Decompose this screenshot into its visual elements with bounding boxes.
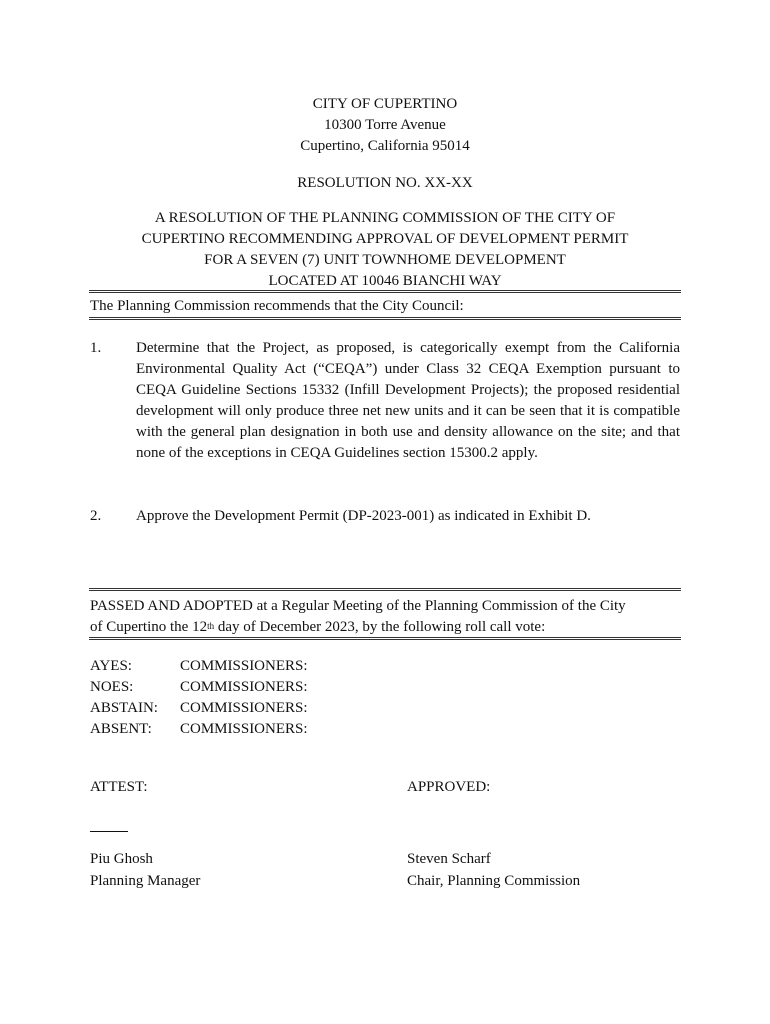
ordinal-suffix: th bbox=[207, 621, 215, 631]
section-divider-bottom bbox=[89, 317, 681, 320]
vote-label: ABSENT: bbox=[90, 721, 152, 737]
attest-role: Planning Manager bbox=[90, 873, 201, 889]
section-divider-top bbox=[89, 588, 681, 591]
signature-line bbox=[90, 831, 128, 832]
recommends-statement: The Planning Commission recommends that the City Council: bbox=[90, 298, 464, 314]
passed-line-2 bbox=[90, 617, 682, 638]
vote-row bbox=[90, 677, 308, 698]
item-number: 2. bbox=[90, 508, 102, 524]
item-text: Approve the Development Permit (DP-2023-001) as indicated in Exhibit D. bbox=[136, 508, 591, 524]
item-text: Determine that the Project, as proposed, is categorically exempt from the California Environmental Quality Act (“CEQA”) under Class 32 CEQA Exemption pursuant to CEQA Guideline Sections 15332 (Infill Development Projects); the proposed residential development will only produce three net new units and it can be seen that it is compatible with the general plan designation in both use and density allowance on the site; and that none of the exceptions in CEQA Guidelines section 15300.2 apply. bbox=[136, 340, 680, 461]
approved-label: APPROVED: bbox=[407, 779, 491, 795]
approved-role: Chair, Planning Commission bbox=[407, 873, 581, 889]
resolution-number: RESOLUTION NO. XX-XX bbox=[297, 175, 473, 191]
title-line: A RESOLUTION OF THE PLANNING COMMISSION OF THE CITY OF bbox=[154, 210, 616, 226]
title-line: CUPERTINO RECOMMENDING APPROVAL OF DEVELOPMENT PERMIT bbox=[141, 231, 629, 247]
passed-adopted-statement bbox=[90, 596, 682, 638]
vote-row bbox=[90, 698, 308, 719]
passed-line-2-b: day of December 2023, by the following roll call vote: bbox=[214, 619, 546, 635]
section-divider-bottom bbox=[89, 637, 681, 640]
vote-value: COMMISSIONERS: bbox=[180, 721, 308, 737]
section-divider-top bbox=[89, 290, 681, 293]
city-name: CITY OF CUPERTINO bbox=[312, 96, 458, 112]
vote-row bbox=[90, 656, 308, 677]
vote-value: COMMISSIONERS: bbox=[180, 658, 308, 674]
item-number: 1. bbox=[90, 340, 102, 356]
approved-name: Steven Scharf bbox=[407, 851, 491, 867]
vote-value: COMMISSIONERS: bbox=[180, 679, 308, 695]
vote-row bbox=[90, 719, 308, 740]
attest-name: Piu Ghosh bbox=[90, 851, 153, 867]
document-header bbox=[0, 94, 770, 157]
passed-line-2-a: of Cupertino the 12 bbox=[90, 619, 208, 635]
resolution-title bbox=[0, 208, 770, 292]
vote-label: ABSTAIN: bbox=[90, 700, 158, 716]
vote-label: AYES: bbox=[90, 658, 132, 674]
vote-value: COMMISSIONERS: bbox=[180, 700, 308, 716]
passed-line-1: PASSED AND ADOPTED at a Regular Meeting of the Planning Commission of the City bbox=[90, 598, 626, 614]
vote-label: NOES: bbox=[90, 679, 134, 695]
city-state-zip: Cupertino, California 95014 bbox=[300, 138, 470, 154]
title-line: FOR A SEVEN (7) UNIT TOWNHOME DEVELOPMENT bbox=[204, 252, 566, 268]
title-line: LOCATED AT 10046 BIANCHI WAY bbox=[268, 273, 502, 289]
city-address: 10300 Torre Avenue bbox=[324, 117, 446, 133]
attest-label: ATTEST: bbox=[90, 779, 148, 795]
